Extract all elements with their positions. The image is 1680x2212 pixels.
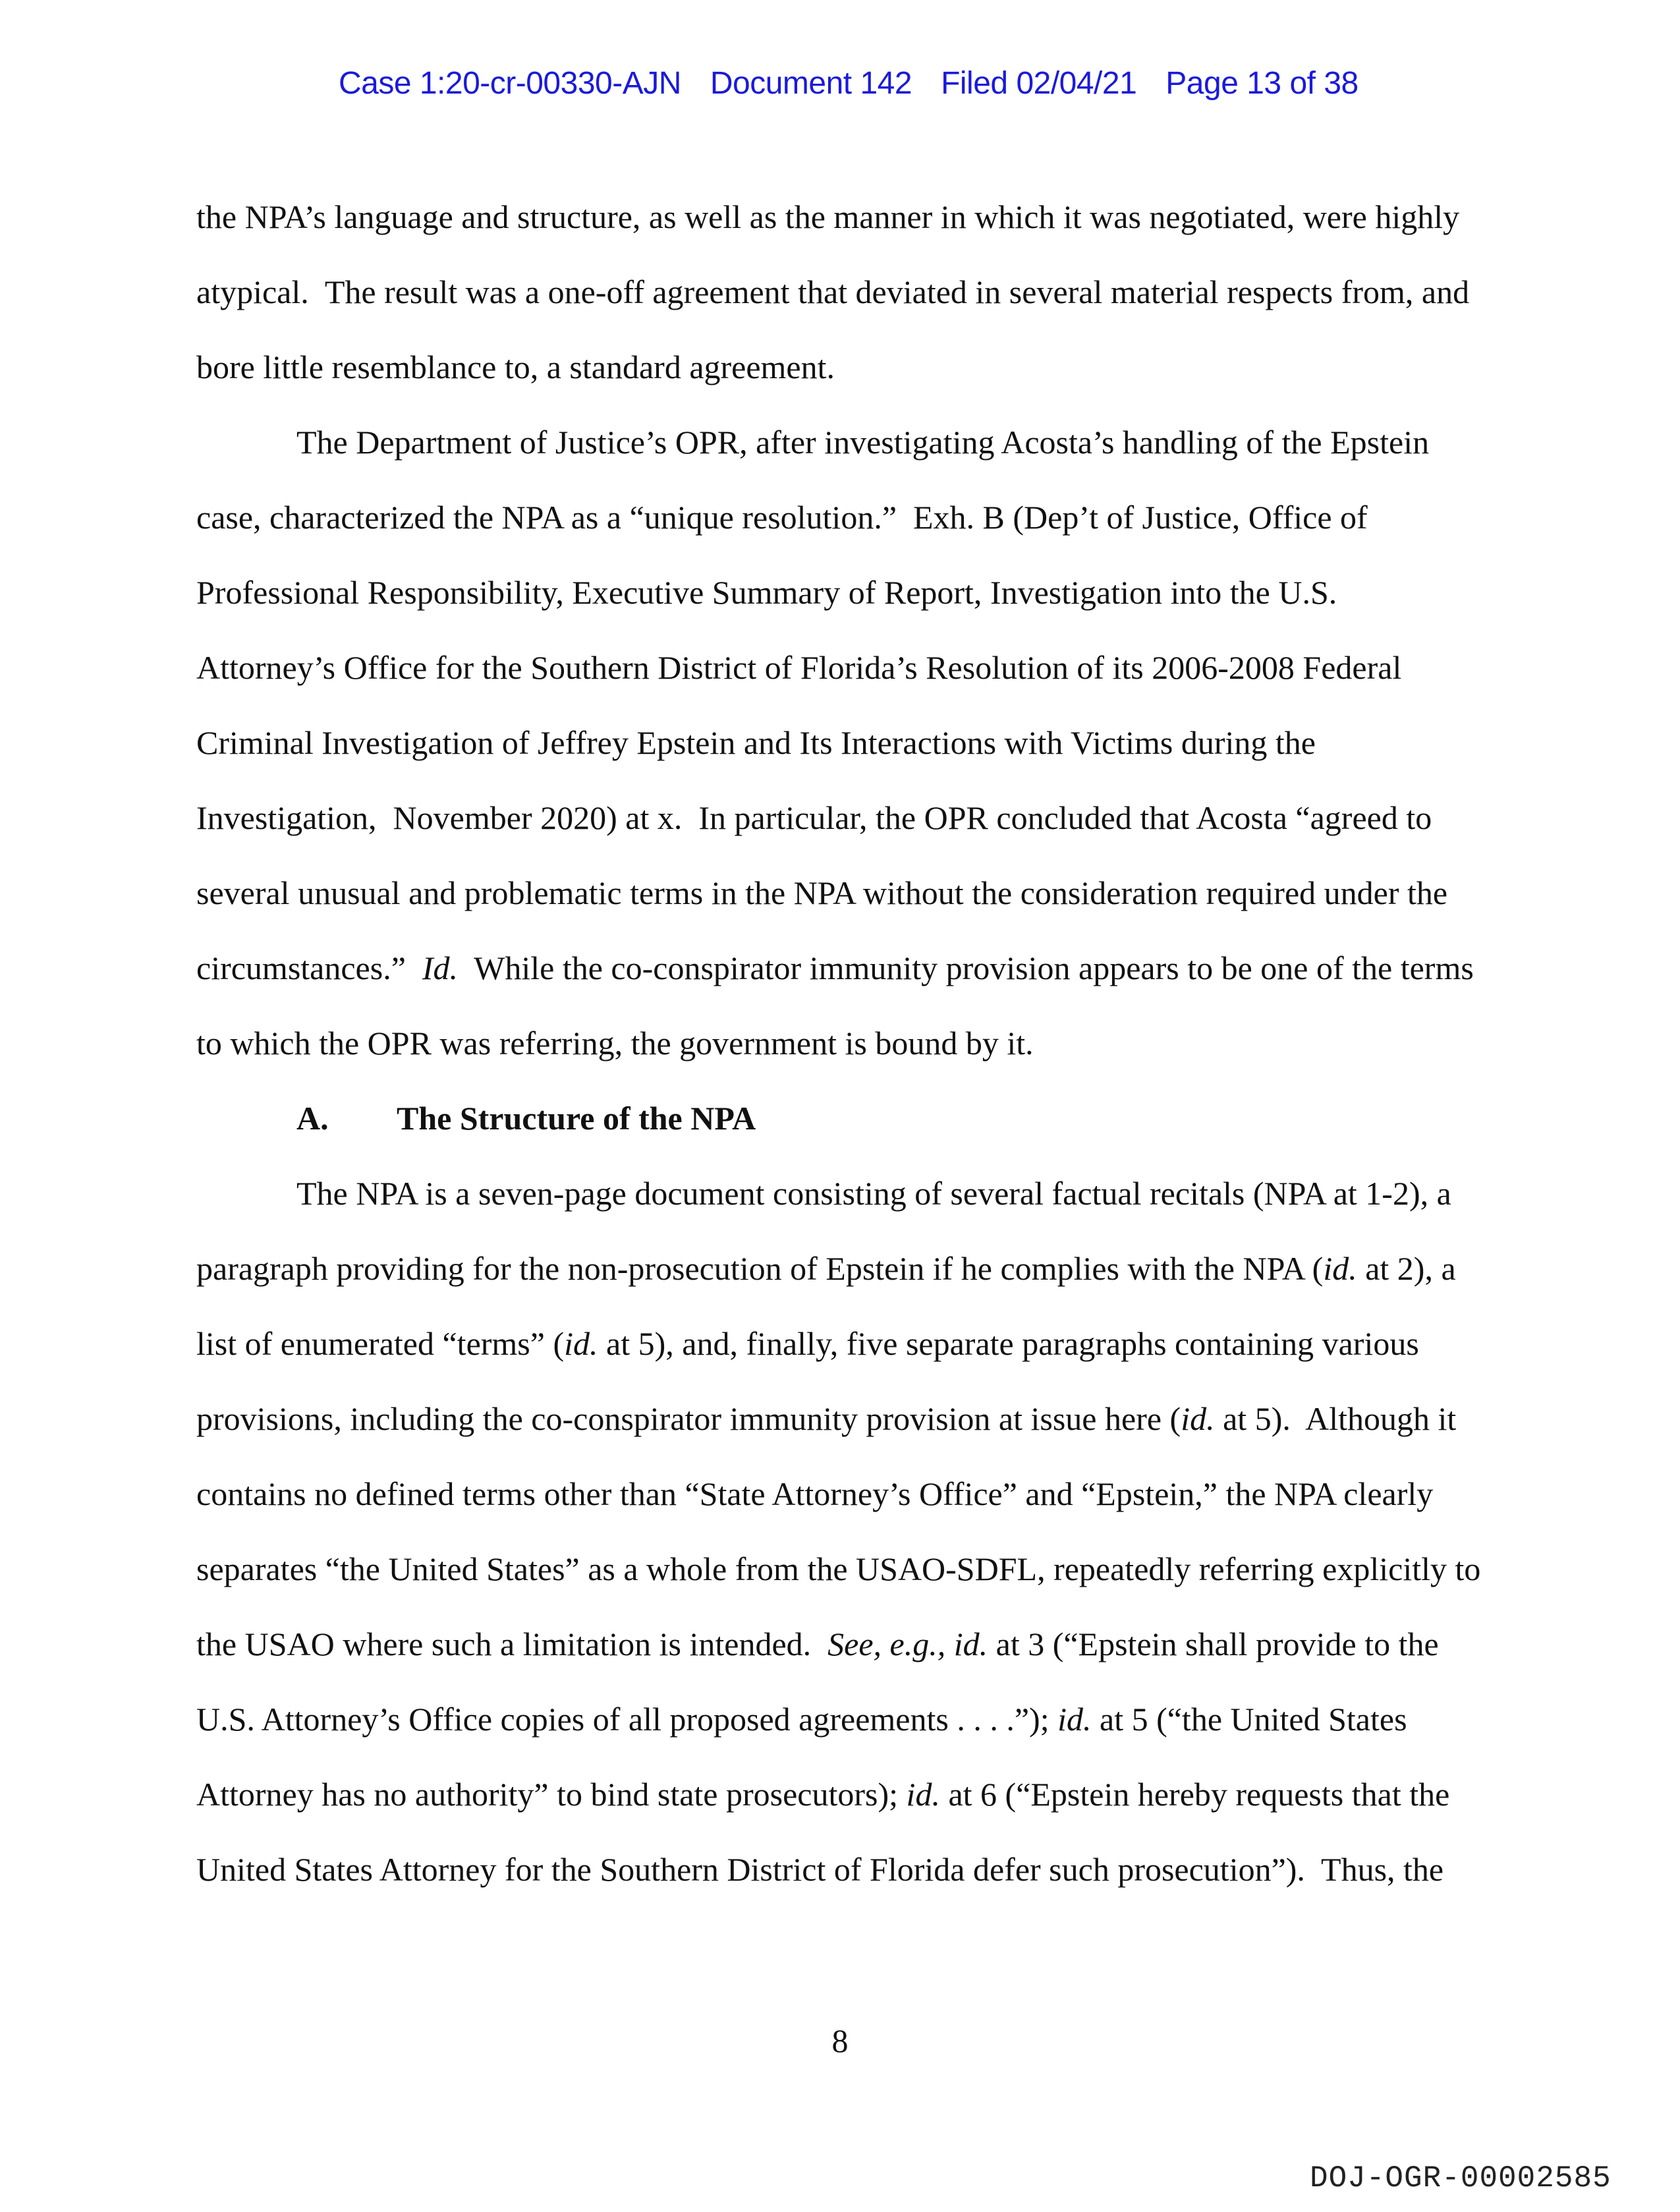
text-segment: at 5). Although it (1214, 1400, 1457, 1437)
text-line (196, 705, 1488, 780)
text-segment: The Department of Justice’s OPR, after investigating Acosta’s handling of the Epstein (296, 424, 1430, 461)
text-segment: at 5 (“the United States (1091, 1701, 1407, 1738)
document-body (196, 179, 1488, 1907)
section-letter: A. (296, 1100, 329, 1137)
text-line (196, 329, 1488, 405)
text-segment: Investigation, November 2020) at x. In particular, the OPR concluded that Acosta “agreed to (196, 799, 1432, 836)
page-count: Page 13 of 38 (1165, 66, 1358, 101)
citation-signal: id. (1057, 1701, 1092, 1738)
citation-signal: id. (1181, 1400, 1215, 1437)
text-segment: contains no defined terms other than “State Attorney’s Office” and “Epstein,” the NPA clearly (196, 1475, 1434, 1512)
text-line (196, 254, 1488, 329)
text-line (196, 555, 1488, 630)
text-line (196, 405, 1488, 480)
citation-signal: See, e.g., id. (827, 1626, 988, 1662)
bates-number: DOJ-OGR-00002585 (1310, 2161, 1611, 2196)
text-line (196, 855, 1488, 930)
text-segment: While the co-conspirator immunity provision appears to be one of the terms (458, 950, 1474, 986)
citation-signal: id. (906, 1776, 940, 1813)
text-segment: U.S. Attorney’s Office copies of all proposed agreements . . . .”); (196, 1701, 1058, 1738)
text-line (196, 780, 1488, 855)
text-line (196, 179, 1488, 254)
document-number: Document 142 (710, 66, 912, 101)
filed-date: Filed 02/04/21 (941, 66, 1137, 101)
text-line (196, 1156, 1488, 1231)
text-line (196, 630, 1488, 705)
case-number: Case 1:20-cr-00330-AJN (338, 66, 681, 101)
text-segment: bore little resemblance to, a standard agreement. (196, 349, 835, 385)
text-segment: at 2), a (1357, 1250, 1456, 1287)
citation-signal: Id. (422, 950, 459, 986)
text-segment: Attorney has no authority” to bind state prosecutors); (196, 1776, 907, 1813)
section-title: The Structure of the NPA (397, 1100, 756, 1137)
text-line (196, 930, 1488, 1006)
text-line (196, 1306, 1488, 1381)
text-line (196, 1381, 1488, 1456)
text-line (196, 1006, 1488, 1081)
text-segment: paragraph providing for the non-prosecution of Epstein if he complies with the NPA ( (196, 1250, 1324, 1287)
text-line (196, 480, 1488, 555)
text-segment: the USAO where such a limitation is intended. (196, 1626, 828, 1662)
text-segment: at 5), and, finally, five separate paragraphs containing various (598, 1325, 1419, 1362)
text-segment: Criminal Investigation of Jeffrey Epstein and Its Interactions with Victims during the (196, 724, 1316, 761)
text-line (196, 1231, 1488, 1306)
page-number: 8 (831, 2022, 849, 2059)
text-line (196, 1456, 1488, 1531)
text-segment: circumstances.” (196, 950, 422, 986)
text-segment: Professional Responsibility, Executive Summary of Report, Investigation into the U.S. (196, 574, 1337, 611)
text-segment: the NPA’s language and structure, as well as the manner in which it was negotiated, were highly (196, 198, 1460, 235)
text-segment: United States Attorney for the Southern District of Florida defer such prosecution”). Thus, the (196, 1851, 1444, 1888)
text-segment: atypical. The result was a one-off agreement that deviated in several material respects from, and (196, 273, 1470, 310)
text-segment: at 3 (“Epstein shall provide to the (988, 1626, 1439, 1662)
text-segment: case, characterized the NPA as a “unique resolution.” Exh. B (Dep’t of Justice, Office of (196, 499, 1368, 536)
citation-signal: id. (1323, 1250, 1357, 1287)
text-line (196, 1606, 1488, 1682)
text-segment: Attorney’s Office for the Southern District of Florida’s Resolution of its 2006-2008 Federal (196, 649, 1402, 686)
text-segment: list of enumerated “terms” ( (196, 1325, 565, 1362)
section-heading (196, 1081, 1488, 1156)
text-segment: at 6 (“Epstein hereby requests that the (939, 1776, 1450, 1813)
text-line (196, 1832, 1488, 1907)
text-segment: several unusual and problematic terms in the NPA without the consideration required under the (196, 874, 1448, 911)
text-line (196, 1757, 1488, 1832)
text-segment: provisions, including the co-conspirator immunity provision at issue here ( (196, 1400, 1181, 1437)
ecf-header (0, 29, 1680, 101)
text-line (196, 1682, 1488, 1757)
text-segment: The NPA is a seven-page document consisting of several factual recitals (NPA at 1-2), a (296, 1175, 1451, 1212)
citation-signal: id. (564, 1325, 598, 1362)
text-segment: separates “the United States” as a whole from the USAO-SDFL, repeatedly referring explicitly to (196, 1550, 1481, 1587)
text-line (196, 1531, 1488, 1606)
text-segment: to which the OPR was referring, the government is bound by it. (196, 1025, 1034, 1062)
